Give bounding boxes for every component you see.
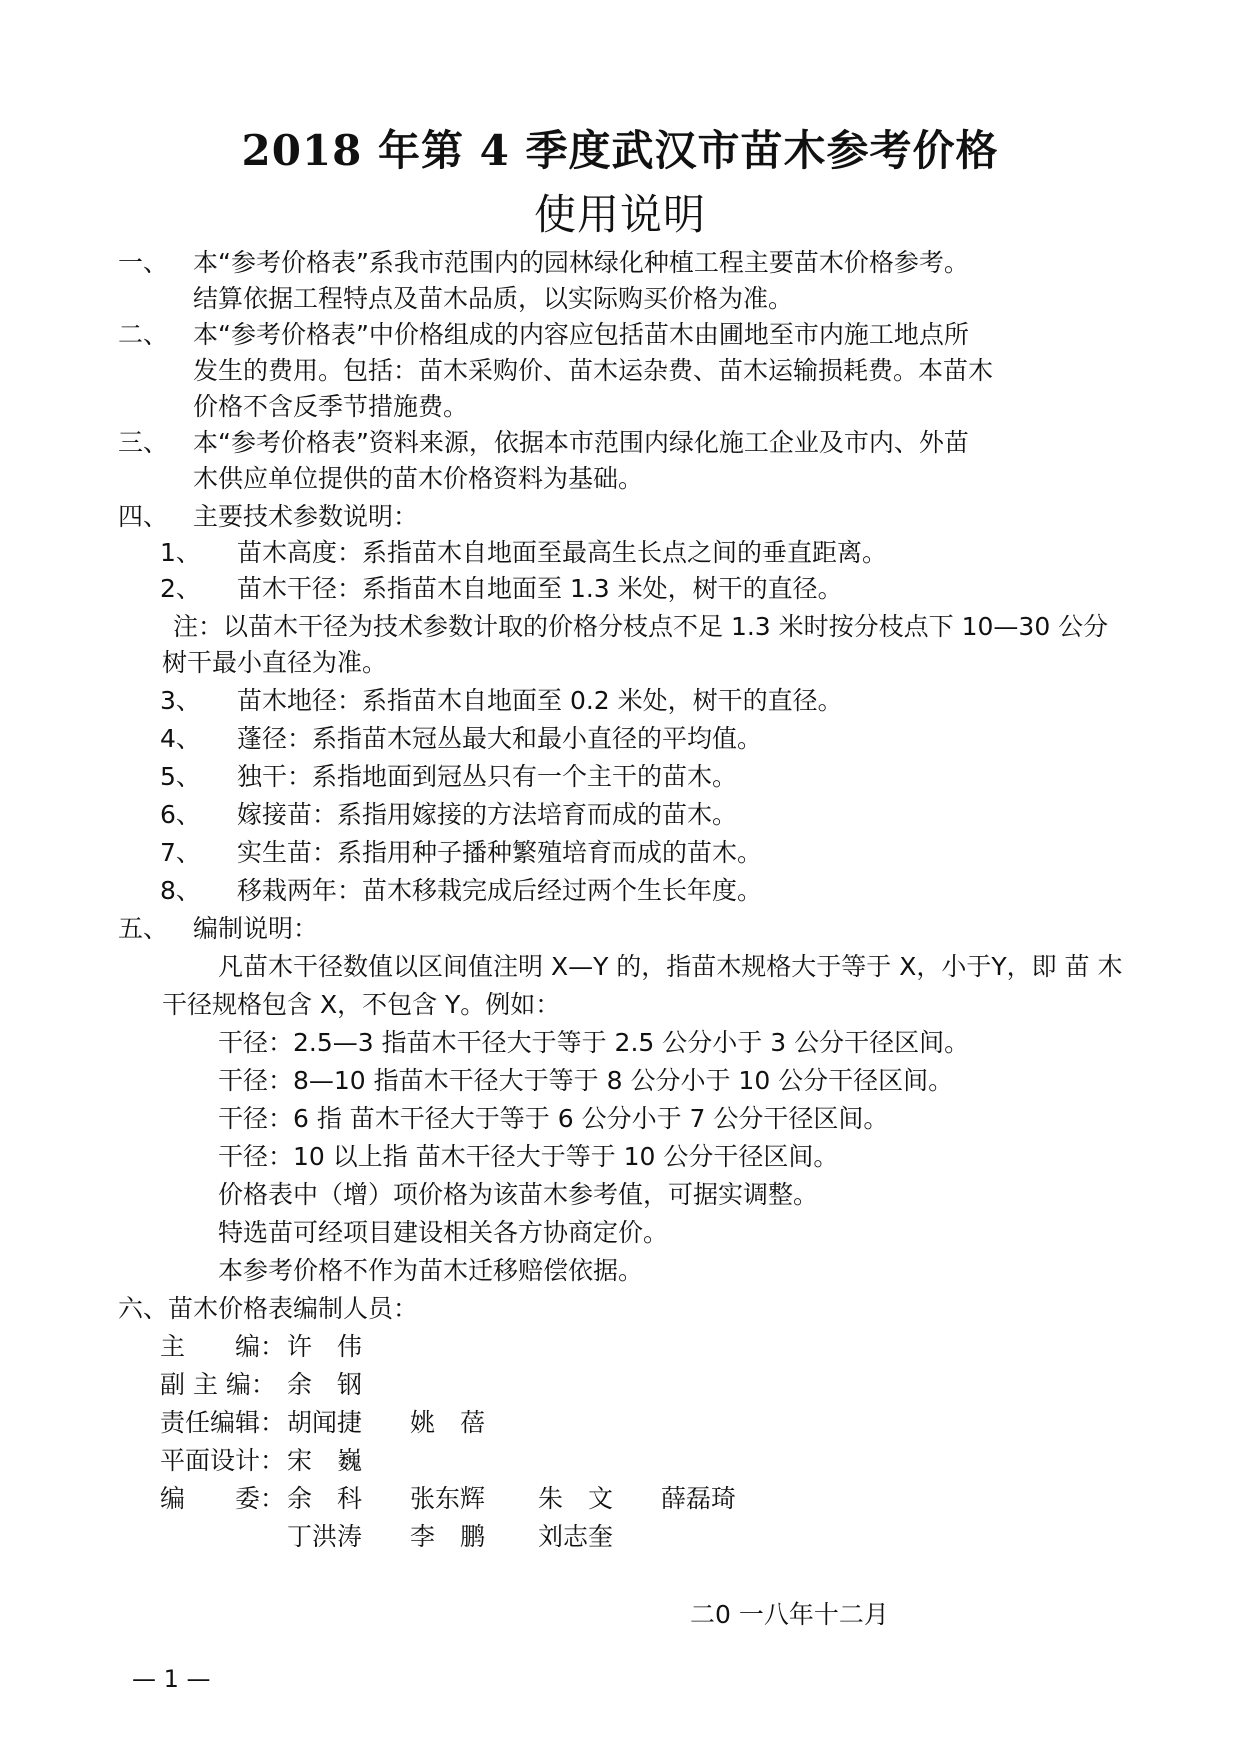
param-3-number: 3、	[160, 686, 201, 715]
example-item: 干径：2.5—3 指苗木干径大于等于 2.5 公分小于 3 公分干径区间。	[218, 1028, 970, 1057]
staff-names-committee	[287, 1484, 736, 1514]
param-7-text: 实生苗：系指用种子播种繁殖培育而成的苗木。	[237, 838, 763, 867]
staff-name: 刘志奎	[538, 1522, 614, 1551]
staff-name: 余 科	[287, 1484, 363, 1513]
document-title: 2018 年第 4 季度武汉市苗木参考价格	[241, 126, 999, 175]
param-2-text: 苗木干径：系指苗木自地面至 1.3 米处，树干的直径。	[237, 574, 843, 603]
example-item: 价格表中（增）项价格为该苗木参考值，可据实调整。	[218, 1180, 819, 1209]
section-1-line-1: 本“参考价格表”系我市范围内的园林绿化种植工程主要苗木价格参考。	[193, 248, 969, 277]
section-3-line-1: 本“参考价格表”资料来源，依据本市范围内绿化施工企业及市内、外苗	[193, 428, 969, 457]
staff-names-responsible-editor	[287, 1408, 485, 1438]
example-item: 本参考价格不作为苗木迁移赔偿依据。	[218, 1256, 644, 1285]
staff-label-graphic-design: 平面设计：	[160, 1446, 286, 1475]
section-2-line-2: 发生的费用。包括：苗木采购价、苗木运杂费、苗木运输损耗费。本苗木	[193, 356, 994, 385]
note-line-1: 注：以苗木干径为技术参数计取的价格分枝点不足 1.3 米时按分枝点下 10—30 公分	[173, 612, 1109, 641]
param-5-number: 5、	[160, 762, 201, 791]
document-date: 二0 一八年十二月	[690, 1600, 889, 1629]
example-item: 干径：10 以上指 苗木干径大于等于 10 公分干径区间。	[218, 1142, 839, 1171]
example-item: 干径：8—10 指苗木干径大于等于 8 公分小于 10 公分干径区间。	[218, 1066, 954, 1095]
staff-name: 朱 文	[538, 1484, 614, 1513]
section-5-heading: 编制说明：	[193, 914, 319, 943]
note-line-2: 树干最小直径为准。	[162, 648, 388, 677]
section-5-para-line-2: 干径规格包含 X，不包含 Y。例如：	[162, 990, 561, 1019]
section-6-heading: 六、苗木价格表编制人员：	[118, 1294, 419, 1323]
example-item: 特选苗可经项目建设相关各方协商定价。	[218, 1218, 669, 1247]
param-2-number: 2、	[160, 574, 201, 603]
staff-names-chief-editor	[287, 1332, 407, 1362]
param-3-text: 苗木地径：系指苗木自地面至 0.2 米处，树干的直径。	[237, 686, 843, 715]
staff-names-deputy-editor	[287, 1370, 407, 1400]
staff-label-responsible-editor: 责任编辑：	[160, 1408, 286, 1437]
page-number: — 1 —	[132, 1665, 211, 1693]
param-7-number: 7、	[160, 838, 201, 867]
section-5-number: 五、	[118, 914, 169, 943]
section-4-heading: 主要技术参数说明：	[193, 502, 419, 531]
example-item: 干径：6 指 苗木干径大于等于 6 公分小于 7 公分干径区间。	[218, 1104, 889, 1133]
param-8-text: 移栽两年：苗木移栽完成后经过两个生长年度。	[237, 876, 763, 905]
staff-label-deputy-editor: 副 主 编：	[160, 1370, 276, 1399]
section-3-number: 三、	[118, 428, 169, 457]
param-6-text: 嫁接苗：系指用嫁接的方法培育而成的苗木。	[237, 800, 738, 829]
section-4-number: 四、	[118, 502, 169, 531]
document-subtitle: 使用说明	[533, 190, 706, 239]
staff-name: 许 伟	[287, 1332, 363, 1361]
param-6-number: 6、	[160, 800, 201, 829]
section-2-line-1: 本“参考价格表”中价格组成的内容应包括苗木由圃地至市内施工地点所	[193, 320, 969, 349]
staff-name: 余 钢	[287, 1370, 363, 1399]
section-5-para-line-1: 凡苗木干径数值以区间值注明 X—Y 的，指苗木规格大于等于 X，小于Y，即 苗 木	[218, 952, 1123, 981]
staff-name: 张东辉	[410, 1484, 486, 1513]
param-8-number: 8、	[160, 876, 201, 905]
section-2-line-3: 价格不含反季节措施费。	[193, 392, 469, 421]
staff-names-committee-cont	[287, 1522, 613, 1552]
staff-name: 宋 巍	[287, 1446, 363, 1475]
staff-name: 胡闻捷	[287, 1408, 363, 1437]
param-4-text: 蓬径：系指苗木冠丛最大和最小直径的平均值。	[237, 724, 763, 753]
section-3-line-2: 木供应单位提供的苗木价格资料为基础。	[193, 464, 644, 493]
param-1-number: 1、	[160, 538, 201, 567]
staff-label-chief-editor: 主 编：	[160, 1332, 286, 1361]
staff-name: 丁洪涛	[287, 1522, 363, 1551]
staff-name: 薛磊琦	[661, 1484, 737, 1513]
section-2-number: 二、	[118, 320, 169, 349]
staff-name: 姚 蓓	[410, 1408, 486, 1437]
staff-name: 李 鹏	[410, 1522, 486, 1551]
staff-label-committee: 编 委：	[160, 1484, 286, 1513]
param-4-number: 4、	[160, 724, 201, 753]
param-1-text: 苗木高度：系指苗木自地面至最高生长点之间的垂直距离。	[237, 538, 888, 567]
section-1-line-2: 结算依据工程特点及苗木品质，以实际购买价格为准。	[193, 284, 794, 313]
section-1-number: 一、	[118, 248, 169, 277]
param-5-text: 独干：系指地面到冠丛只有一个主干的苗木。	[237, 762, 738, 791]
staff-names-graphic-design	[287, 1446, 407, 1476]
